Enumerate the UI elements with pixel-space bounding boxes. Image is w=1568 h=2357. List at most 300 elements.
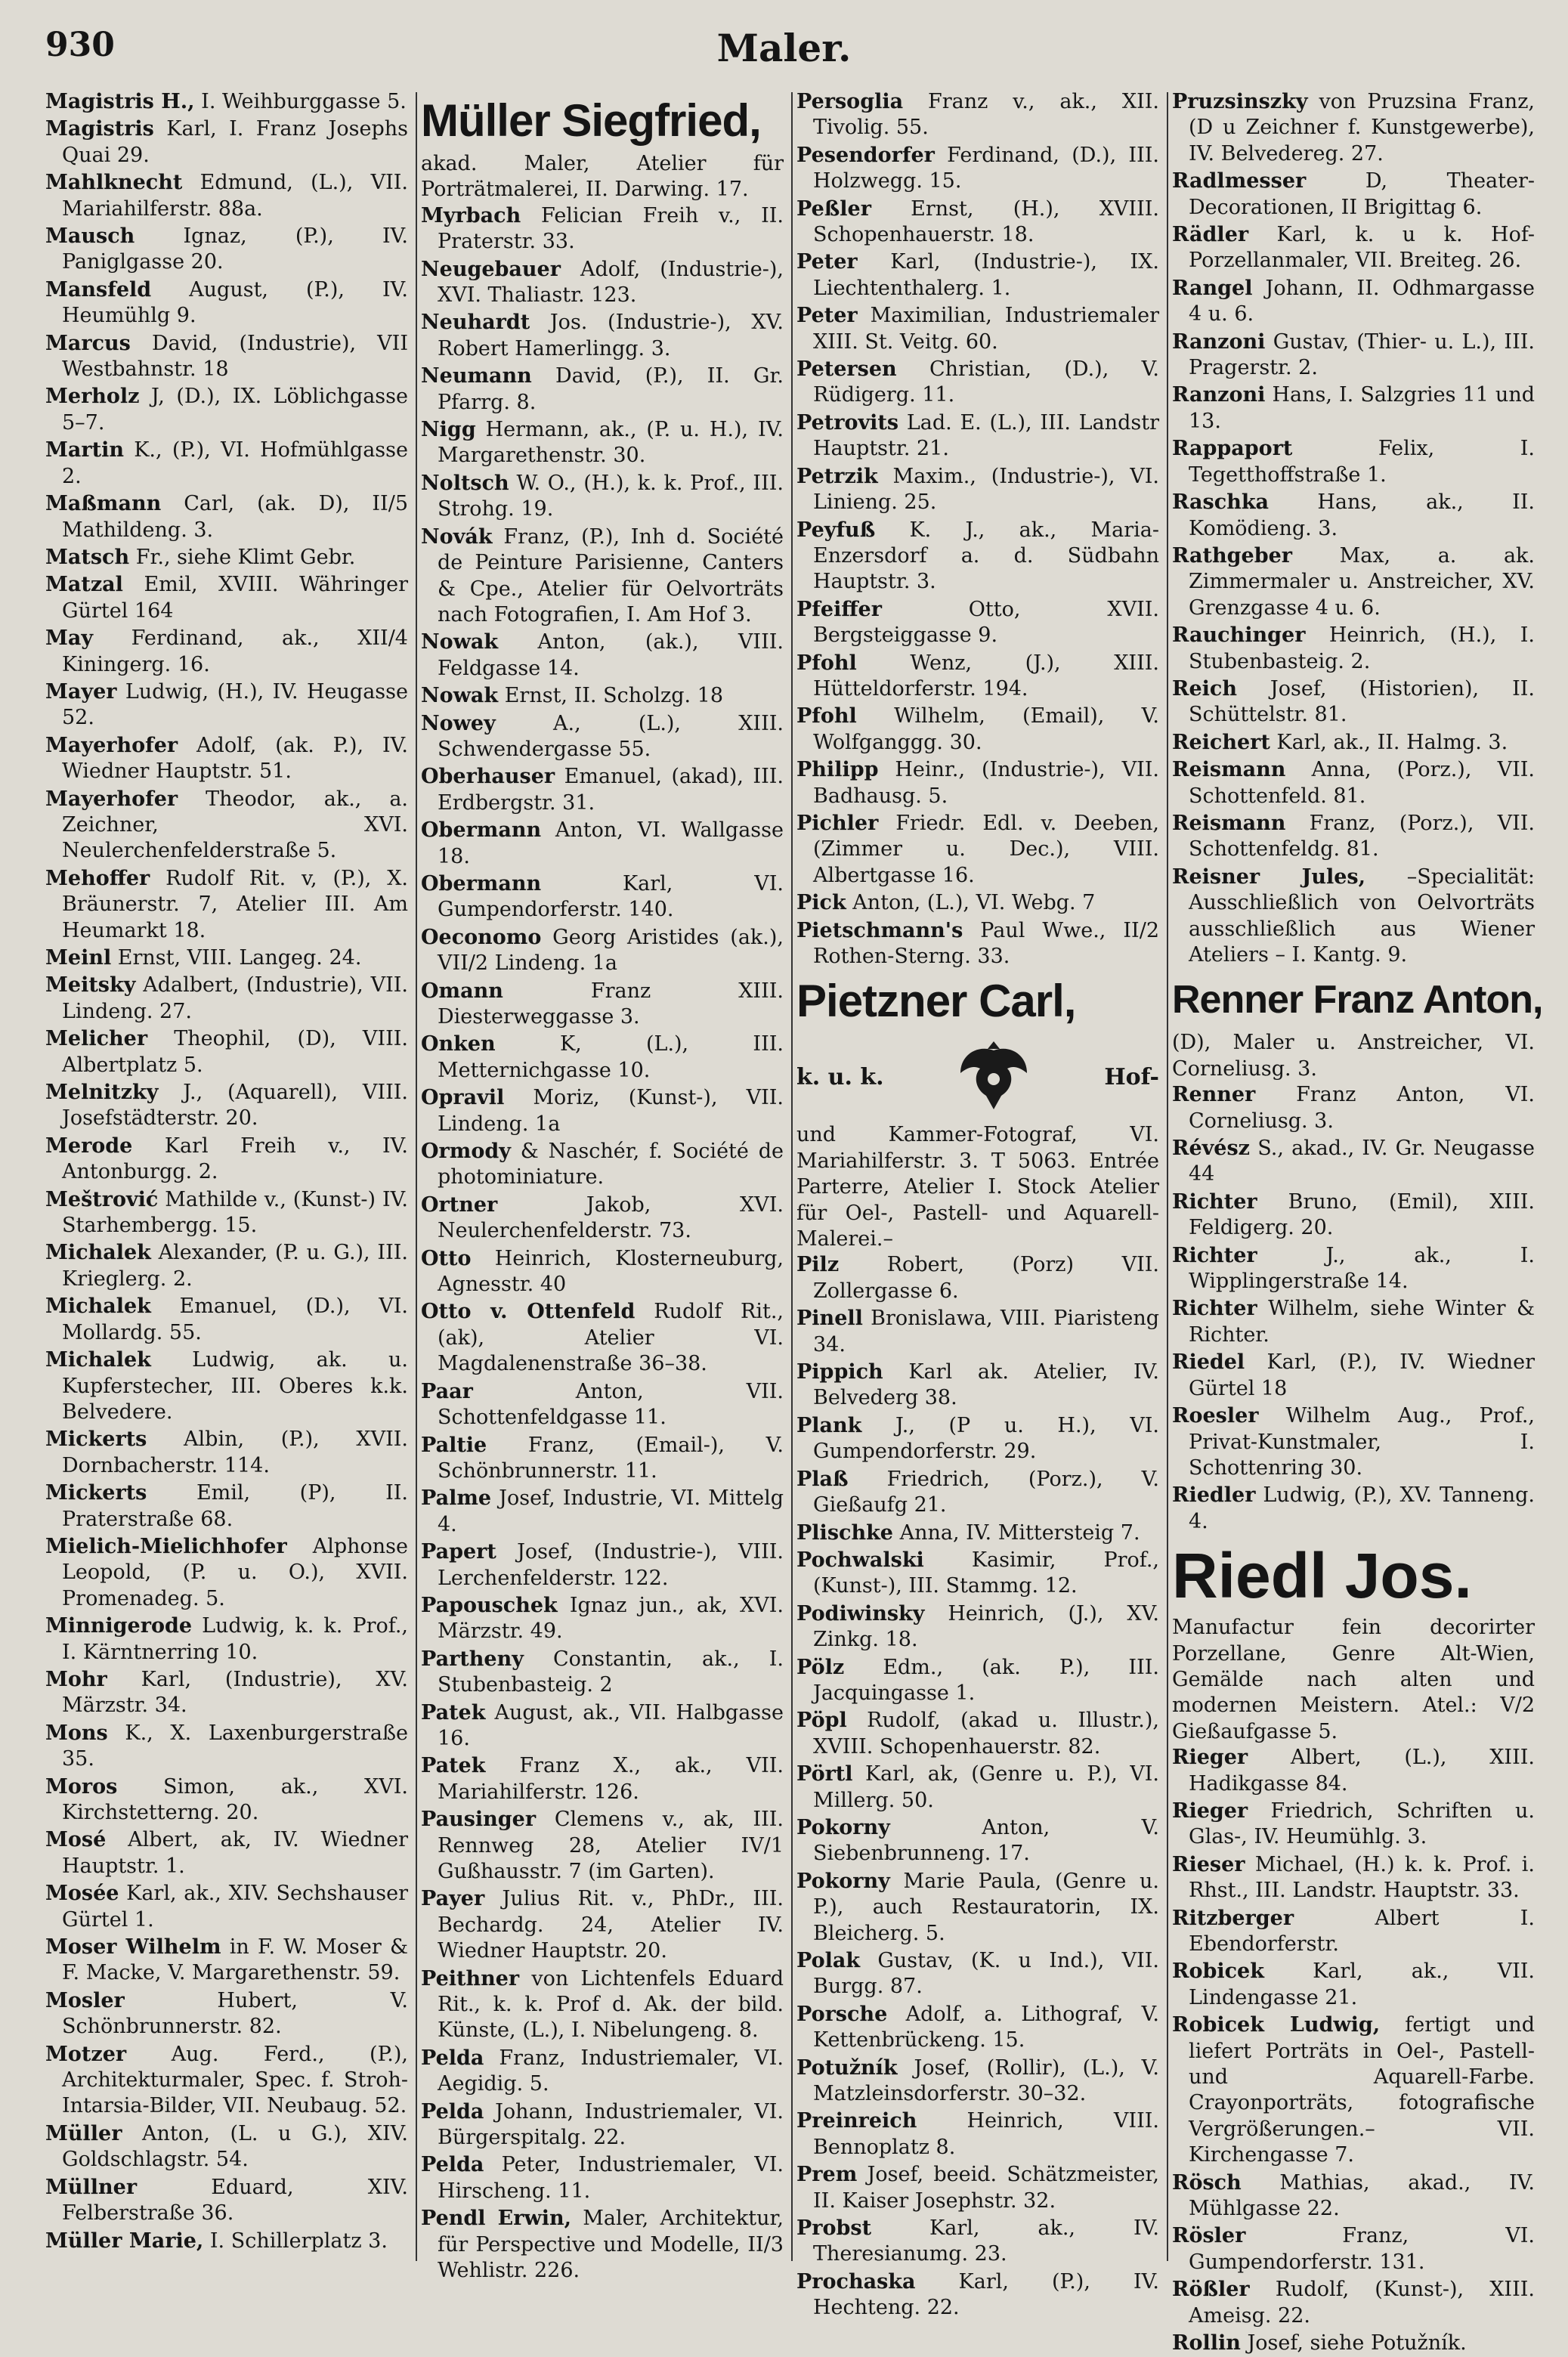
directory-entry xyxy=(796,464,1159,516)
entry-details: Hans, I. Salzgries 11 und 13. xyxy=(1189,383,1535,433)
entry-name: Michalek xyxy=(45,1348,151,1372)
entry-name: Robicek Ludwig, xyxy=(1172,2013,1381,2037)
entry-details: Ludwig, (P.), XV. Tanneng. 4. xyxy=(1189,1483,1535,1533)
entry-details: Rudolf Rit. v, (P.), X. Bräunerstr. 7, Atelier III. Am Heumarkt 18. xyxy=(62,866,408,942)
entry-details: Franz, (Email-), V. Schönbrunnerstr. 11. xyxy=(438,1433,784,1483)
entry-details: Anton, VI. Wallgasse 18. xyxy=(438,818,784,868)
entry-name: Oberhauser xyxy=(421,765,555,789)
entry-name: Patek xyxy=(421,1700,486,1724)
column-3b-entries xyxy=(796,1252,1159,2321)
entry-details: Johann, II. Odhmargasse 4 u. 6. xyxy=(1189,276,1535,326)
directory-entry xyxy=(45,787,408,865)
entry-name: Novák xyxy=(421,524,493,549)
entry-name: Mayerhofer xyxy=(45,733,178,757)
entry-name: Philipp xyxy=(796,758,879,782)
entry-details: Karl, I. Franz Josephs Quai 29. xyxy=(62,117,408,167)
entry-name: Ortner xyxy=(421,1192,498,1217)
entry-details: Karl Freih v., IV. Antonburgg. 2. xyxy=(62,1134,408,1184)
entry-details: Max, a. ak. Zimmermaler u. Anstreicher, XV. Grenzgasse 4 u. 6. xyxy=(1189,543,1535,620)
entry-name: Robicek xyxy=(1172,1960,1264,1984)
entry-name: Pichler xyxy=(796,811,879,835)
entry-name: Richter xyxy=(1172,1189,1257,1214)
directory-entry xyxy=(796,1948,1159,2000)
entry-details: Karl, ak., II. Halmg. 3. xyxy=(1270,730,1508,754)
column-1 xyxy=(45,89,408,2266)
entry-details: Simon, ak., XVI. Kirchstetterng. 20. xyxy=(62,1774,408,1824)
directory-entry xyxy=(45,1187,408,1239)
entry-name: Mohr xyxy=(45,1667,107,1691)
entry-details: Wenz, (J.), XIII. Hütteldorferstr. 194. xyxy=(813,651,1159,701)
ad-heading-renner: Renner Franz Anton, xyxy=(1172,978,1543,1022)
directory-entry xyxy=(796,757,1159,809)
entry-details: Gustav, (K. u Ind.), VII. Burgg. 87. xyxy=(813,1949,1159,1999)
entry-name: Ritzberger xyxy=(1172,1906,1294,1930)
entry-name: Meštrović xyxy=(45,1187,159,1211)
directory-entry xyxy=(45,1667,408,1719)
directory-entry xyxy=(421,471,784,523)
directory-entry xyxy=(45,1613,408,1666)
entry-details: Mathias, akad., IV. Mühlgasse 22. xyxy=(1189,2170,1535,2221)
entry-name: Nowey xyxy=(421,711,496,735)
entry-details: Friedrich, Schriften u. Glas-, IV. Heumühlg. 3. xyxy=(1189,1799,1535,1849)
directory-entry xyxy=(45,277,408,329)
entry-name: Moros xyxy=(45,1774,118,1799)
entry-name: Pfohl xyxy=(796,651,857,675)
entry-name: Richter xyxy=(1172,1297,1257,1321)
directory-entry xyxy=(421,1192,784,1245)
entry-details: Heinrich, Klosterneuburg, Agnesstr. 40 xyxy=(438,1246,784,1297)
directory-entry xyxy=(1172,329,1535,382)
entry-details: Friedrich, (Porz.), V. Gießaufg 21. xyxy=(813,1467,1159,1517)
directory-entry xyxy=(796,89,1159,141)
entry-name: Riedel xyxy=(1172,1350,1245,1375)
directory-entry xyxy=(796,1359,1159,1412)
ad-text-pietzner-carl: und Kammer-Fotograf, VI. Mariahilferstr. 3. T 5063. Entrée Parterre, Atelier I. Stock Atelier für Oel-, Pastell- und Aquarell-Malerei.– xyxy=(796,1123,1159,1251)
entry-details: K., (P.), VI. Hofmühlgasse 2. xyxy=(62,438,408,488)
entry-details: Josef, (Historien), II. Schüttelstr. 81. xyxy=(1189,676,1535,727)
entry-name: Polak xyxy=(796,1949,861,1972)
directory-entry xyxy=(45,866,408,944)
entry-name: Plank xyxy=(796,1413,862,1437)
directory-entry xyxy=(45,491,408,543)
directory-entry xyxy=(421,257,784,309)
entry-details: August, (P.), IV. Heumühlg 9. xyxy=(62,277,408,328)
entry-name: Révész xyxy=(1172,1137,1251,1161)
ad-emblem-left-text: k. u. k. xyxy=(796,1063,884,1090)
entry-details: Franz XIII. Diesterweggasse 3. xyxy=(438,979,784,1028)
entry-name: Matsch xyxy=(45,545,130,569)
ad-heading-pietzner-carl: Pietzner Carl, xyxy=(796,976,1076,1027)
entry-name: Rieger xyxy=(1172,1799,1248,1823)
directory-entry xyxy=(45,1827,408,1879)
column-3-entries xyxy=(796,89,1159,970)
entry-details: Josef, Industrie, VI. Mittelg 4. xyxy=(438,1486,784,1536)
entry-details: Franz, VI. Gumpendorferstr. 131. xyxy=(1189,2224,1535,2274)
entry-name: Pausinger xyxy=(421,1808,537,1832)
entry-details: Adolf, (Industrie-), XVI. Thaliastr. 123. xyxy=(438,257,784,308)
entry-details: Fr., siehe Klimt Gebr. xyxy=(129,545,356,569)
entry-details: von Pruzsina Franz, (D u Zeichner f. Kunstgewerbe), IV. Belvedereg. 27. xyxy=(1189,90,1535,165)
entry-name: Rollin xyxy=(1172,2331,1241,2355)
entry-details: Ludwig, (H.), IV. Heugasse 52. xyxy=(62,679,408,730)
directory-entry xyxy=(421,979,784,1031)
entry-name: Pochwalski xyxy=(796,1548,924,1572)
page-header xyxy=(45,26,1523,79)
directory-entry xyxy=(1172,169,1535,221)
entry-details: David, (P.), II. Gr. Pfarrg. 8. xyxy=(438,364,784,414)
directory-entry xyxy=(45,1935,408,1987)
entry-name: Riedler xyxy=(1172,1483,1256,1508)
directory-entry xyxy=(796,357,1159,409)
entry-details: Anna, (Porz.), VII. Schottenfeld. 81. xyxy=(1189,758,1535,808)
entry-details: Anton, VII. Schottenfeldgasse 11. xyxy=(438,1379,784,1430)
entry-details: Otto, XVII. Bergsteiggasse 9. xyxy=(813,597,1159,648)
directory-entry xyxy=(796,249,1159,302)
entry-details: Ludwig, ak. u. Kupferstecher, III. Oberes k.k. Belvedere. xyxy=(62,1348,408,1424)
entry-name: Palme xyxy=(421,1486,492,1511)
directory-entry xyxy=(421,1807,784,1885)
entry-details: Rudolf, (Kunst-), XIII. Ameisg. 22. xyxy=(1189,2278,1535,2328)
entry-name: Payer xyxy=(421,1887,485,1911)
entry-details: Anton, V. Siebenbrunneng. 17. xyxy=(813,1815,1159,1866)
entry-name: Minnigerode xyxy=(45,1614,193,1638)
directory-entry xyxy=(45,1534,408,1612)
entry-details: Albert I. Ebendorferstr. xyxy=(1189,1906,1535,1956)
entry-details: Josef, (Rollir), (L.), V. Matzleinsdorferstr. 30–32. xyxy=(813,2055,1159,2106)
entry-name: Moser Wilhelm xyxy=(45,1935,221,1960)
directory-entry xyxy=(1172,2170,1535,2222)
directory-entry xyxy=(796,1815,1159,1867)
directory-entry xyxy=(421,1139,784,1191)
directory-entry xyxy=(45,973,408,1025)
entry-name: Meinl xyxy=(45,946,112,970)
entry-name: Plischke xyxy=(796,1520,893,1545)
directory-entry xyxy=(45,170,408,222)
entry-details: Adolf, a. Lithograf, V. Kettenbrückeng. 15. xyxy=(813,2002,1159,2052)
directory-entry xyxy=(796,1413,1159,1465)
directory-entry xyxy=(1172,1082,1535,1134)
entry-name: Melicher xyxy=(45,1027,148,1051)
entry-details: Clemens v., ak, III. Rennweg 28, Atelier IV/1 Gußhausstr. 7 (im Garten). xyxy=(438,1808,784,1883)
entry-details: Karl, VI. Gumpendorferstr. 140. xyxy=(438,871,784,922)
entry-details: Albert, (L.), XIII. Hadikgasse 84. xyxy=(1189,1746,1535,1796)
entry-details: Heinr., (Industrie-), VII. Badhausg. 5. xyxy=(813,758,1159,808)
entry-name: Otto xyxy=(421,1246,472,1270)
entry-name: Rathgeber xyxy=(1172,543,1292,568)
directory-entry xyxy=(45,2042,408,2120)
entry-name: Peter xyxy=(796,250,858,274)
directory-entry xyxy=(421,1032,784,1084)
directory-entry xyxy=(796,1306,1159,1358)
entry-details: Karl, (P.), IV. Wiedner Gürtel 18 xyxy=(1189,1350,1535,1400)
entry-details: –Specialität: Ausschließlich von Oelvorträts ausschließlich aus Wiener Ateliers – I. Kantg. 9. xyxy=(1189,865,1535,967)
directory-entry xyxy=(1172,2223,1535,2275)
entry-details: J., (P u. H.), VI. Gumpendorferstr. 29. xyxy=(813,1413,1159,1464)
entry-name: Peter xyxy=(796,304,858,328)
entry-details: Gustav, (Thier- u. L.), III. Pragerstr. 2. xyxy=(1189,329,1535,380)
directory-entry xyxy=(45,1427,408,1479)
entry-name: Pöpl xyxy=(796,1709,847,1733)
directory-entry xyxy=(796,1548,1159,1600)
entry-details: Karl, ak., IV. Theresianumg. 23. xyxy=(813,2216,1159,2266)
directory-entry xyxy=(421,629,784,682)
entry-details: Georg Aristides (ak.), VII/2 Lindeng. 1a xyxy=(438,925,784,976)
entry-name: Michalek xyxy=(45,1241,151,1265)
entry-name: Obermann xyxy=(421,818,542,843)
entry-details: Karl, (Industrie-), IX. Liechtenthalerg. 1. xyxy=(813,250,1159,300)
directory-entry xyxy=(421,818,784,870)
entry-details: Edm., (ak. P.), III. Jacquingasse 1. xyxy=(813,1655,1159,1705)
column-4c-entries xyxy=(1172,1745,1535,2356)
entry-name: Pörtl xyxy=(796,1762,853,1786)
entry-details: Marie Paula, (Genre u. P.), auch Restauratorin, IX. Bleicherg. 5. xyxy=(813,1869,1159,1945)
directory-entry xyxy=(45,1881,408,1933)
entry-details: Constantin, ak., I. Stubenbasteig. 2 xyxy=(438,1647,784,1697)
entry-name: Rangel xyxy=(1172,276,1253,300)
entry-details: Bronislawa, VIII. Piaristeng 34. xyxy=(813,1307,1159,1356)
entry-name: Mehoffer xyxy=(45,866,150,890)
directory-entry xyxy=(1172,543,1535,621)
directory-entry xyxy=(421,683,784,709)
entry-name: Mickerts xyxy=(45,1481,147,1505)
entry-details: Jakob, XVI. Neulerchenfelderstr. 73. xyxy=(438,1192,784,1243)
entry-name: Richter xyxy=(1172,1243,1257,1267)
entry-details: D, Theater-Decorationen, II Brigittag 6. xyxy=(1189,169,1535,219)
entry-details: Ernst, II. Scholzg. 18 xyxy=(498,684,724,708)
directory-entry xyxy=(796,1252,1159,1304)
entry-details: Emanuel, (D.), VI. Mollardg. 55. xyxy=(62,1294,408,1344)
entry-details: Paul Wwe., II/2 Rothen-Sterng. 33. xyxy=(813,918,1159,968)
entry-name: Plaß xyxy=(796,1467,849,1491)
entry-name: Omann xyxy=(421,979,503,1003)
entry-name: Pilz xyxy=(796,1253,840,1277)
entry-details: Emil, (P), II. Praterstraße 68. xyxy=(62,1481,408,1531)
entry-name: Pippich xyxy=(796,1360,883,1384)
entry-details: Emil, XVIII. Währinger Gürtel 164 xyxy=(62,573,408,623)
entry-details: Anton, (ak.), VIII. Feldgasse 14. xyxy=(438,630,784,680)
entry-details: Moriz, (Kunst-), VII. Lindeng. 1a xyxy=(438,1086,784,1136)
entry-details: J., ak., I. Wipplingerstraße 14. xyxy=(1189,1243,1535,1294)
directory-entry xyxy=(45,1774,408,1827)
entry-name: Renner xyxy=(1172,1083,1256,1107)
directory-entry xyxy=(1172,1745,1535,1797)
entry-name: Mansfeld xyxy=(45,277,152,302)
directory-entry xyxy=(45,1026,408,1078)
column-2-entries xyxy=(421,203,784,2284)
directory-entry xyxy=(45,384,408,436)
entry-name: Pendl Erwin, xyxy=(421,2207,571,2231)
directory-entry xyxy=(796,1520,1159,1546)
entry-details: Karl, ak, (Genre u. P.), VI. Millerg. 50. xyxy=(813,1762,1159,1812)
directory-entry xyxy=(45,545,408,571)
entry-details: Aug. Ferd., (P.), Architekturmaler, Spec. f. Stroh-Intarsia-Bilder, VII. Neubaug. 52. xyxy=(62,2042,408,2118)
entry-details: Hans, ak., II. Komödieng. 3. xyxy=(1189,490,1535,540)
entry-name: Matzal xyxy=(45,573,123,597)
directory-entry xyxy=(45,1347,408,1425)
entry-name: Michalek xyxy=(45,1294,151,1319)
directory-entry xyxy=(1172,2331,1535,2356)
entry-name: Reich xyxy=(1172,676,1237,701)
directory-entry xyxy=(45,626,408,678)
entry-name: Podiwinsky xyxy=(796,1601,925,1625)
entry-details: I. Schillerplatz 3. xyxy=(203,2229,388,2253)
entry-details: Maximilian, Industriemaler XIII. St. Veitg. 60. xyxy=(813,304,1159,354)
entry-name: Nowak xyxy=(421,630,499,654)
entry-name: Ormody xyxy=(421,1140,511,1164)
directory-entry xyxy=(45,1480,408,1533)
entry-name: Roesler xyxy=(1172,1404,1259,1428)
entry-name: Pelda xyxy=(421,2153,484,2177)
directory-entry xyxy=(421,310,784,362)
entry-name: Motzer xyxy=(45,2042,127,2066)
directory-entry xyxy=(421,2099,784,2151)
directory-entry xyxy=(1172,382,1535,435)
entry-name: Pinell xyxy=(796,1307,863,1331)
column-4b-entries xyxy=(1172,1082,1535,1535)
entry-details: Ludwig, k. k. Prof., I. Kärntnerring 10. xyxy=(62,1614,408,1664)
entry-name: Mosler xyxy=(45,1988,125,2012)
directory-entry xyxy=(421,2046,784,2098)
directory-entry xyxy=(421,871,784,923)
directory-entry xyxy=(796,704,1159,756)
entry-name: Pruzsinszky xyxy=(1172,90,1308,113)
directory-entry xyxy=(421,524,784,629)
entry-name: Rößler xyxy=(1172,2278,1250,2302)
directory-entry xyxy=(796,651,1159,703)
entry-details: Alphonse Leopold, (P. u. O.), XVII. Promenadeg. 5. xyxy=(62,1534,408,1610)
entry-details: Anna, IV. Mittersteig 7. xyxy=(892,1520,1140,1545)
directory-entry xyxy=(45,1240,408,1292)
entry-name: Otto v. Ottenfeld xyxy=(421,1300,636,1324)
entry-details: Michael, (H.) k. k. Prof. i. Rhst., III. Landstr. Hauptstr. 33. xyxy=(1189,1852,1535,1903)
entry-name: Pölz xyxy=(796,1655,845,1679)
entry-details: Robert, (Porz) VII. Zollergasse 6. xyxy=(813,1253,1159,1303)
entry-name: Marcus xyxy=(45,331,131,355)
entry-name: Reismann xyxy=(1172,811,1286,835)
directory-entry xyxy=(1172,1296,1535,1348)
entry-name: Merode xyxy=(45,1134,133,1158)
entry-details: Bruno, (Emil), XIII. Feldigerg. 20. xyxy=(1189,1189,1535,1240)
entry-details: Franz Anton, VI. Corneliusg. 3. xyxy=(1189,1083,1535,1133)
entry-details: Heinrich, VIII. Bennoplatz 8. xyxy=(813,2109,1159,2159)
page-title: Maler. xyxy=(716,26,852,70)
entry-name: Pick xyxy=(796,891,846,915)
entry-name: Pesendorfer xyxy=(796,143,935,167)
directory-entry xyxy=(1172,1852,1535,1904)
entry-name: Petersen xyxy=(796,357,897,382)
directory-entry xyxy=(796,2269,1159,2321)
entry-name: Nigg xyxy=(421,418,476,442)
directory-entry xyxy=(421,1379,784,1431)
entry-details: Heinrich, (H.), I. Stubenbasteig. 2. xyxy=(1189,623,1535,673)
entry-details: K. J., ak., Maria-Enzersdorf a. d. Südbahn Hauptstr. 3. xyxy=(813,518,1159,594)
directory-entry xyxy=(796,303,1159,355)
entry-name: May xyxy=(45,626,94,651)
directory-entry xyxy=(1172,490,1535,542)
directory-entry xyxy=(421,1433,784,1485)
directory-entry xyxy=(1172,676,1535,728)
entry-details: W. O., (H.), k. k. Prof., III. Strohg. 19. xyxy=(438,471,784,521)
entry-details: Karl, k. u k. Hof-Porzellanmaler, VII. Breiteg. 26. xyxy=(1189,223,1535,273)
entry-name: Melnitzky xyxy=(45,1081,159,1105)
entry-name: Ranzoni xyxy=(1172,383,1266,407)
entry-details: Mathilde v., (Kunst-) IV. Starhembergg. 15. xyxy=(62,1187,408,1238)
directory-entry xyxy=(421,203,784,255)
entry-details: Ernst, VIII. Langeg. 24. xyxy=(111,946,362,970)
entry-details: Albert, ak, IV. Wiedner Hauptstr. 1. xyxy=(62,1828,408,1878)
directory-entry xyxy=(1172,811,1535,863)
directory-entry xyxy=(1172,730,1535,756)
entry-details: Felician Freih v., II. Praterstr. 33. xyxy=(438,203,784,254)
entry-name: Potužník xyxy=(796,2055,898,2080)
entry-details: & Naschér, f. Société de photominiature. xyxy=(438,1140,784,1189)
entry-name: Neuhardt xyxy=(421,311,530,335)
entry-name: Obermann xyxy=(421,871,542,895)
directory-entry xyxy=(421,417,784,469)
entry-details: Ignaz jun., ak, XVI. Märzstr. 49. xyxy=(438,1593,784,1644)
directory-entry xyxy=(45,224,408,276)
entry-name: Rädler xyxy=(1172,223,1249,247)
entry-name: Rösch xyxy=(1172,2170,1242,2195)
directory-entry xyxy=(796,143,1159,195)
directory-entry xyxy=(421,1886,784,1964)
directory-entry xyxy=(1172,1350,1535,1402)
entry-details: Josef, siehe Potužník. xyxy=(1240,2331,1467,2355)
entry-details: A., (L.), XIII. Schwendergasse 55. xyxy=(438,711,784,761)
directory-entry xyxy=(1172,222,1535,274)
directory-entry xyxy=(1172,436,1535,488)
directory-entry xyxy=(421,1966,784,2044)
directory-entry xyxy=(1172,865,1535,969)
entry-details: Karl, ak., VII. Lindengasse 21. xyxy=(1189,1960,1535,2009)
entry-name: Mahlknecht xyxy=(45,171,183,195)
entry-name: Müller Marie, xyxy=(45,2229,204,2253)
entry-name: Mons xyxy=(45,1721,108,1745)
entry-name: Pelda xyxy=(421,2046,484,2070)
entry-name: Paltie xyxy=(421,1433,487,1457)
directory-entry xyxy=(421,1486,784,1538)
entry-details: Wilhelm, siehe Winter & Richter. xyxy=(1189,1297,1535,1347)
directory-entry xyxy=(796,2108,1159,2161)
entry-name: Mickerts xyxy=(45,1428,147,1452)
ad-heading-mueller-siegfried: Müller Siegfried, xyxy=(421,95,761,146)
directory-entry xyxy=(1172,1483,1535,1535)
entry-details: Johann, Industriemaler, VI. Bürgerspitalg. 22. xyxy=(438,2099,784,2150)
directory-entry xyxy=(796,196,1159,249)
entry-name: Porsche xyxy=(796,2002,888,2026)
entry-name: Mielich-Mielichhofer xyxy=(45,1534,287,1558)
directory-entry xyxy=(1172,1136,1535,1188)
directory-entry xyxy=(421,2206,784,2284)
entry-name: Raschka xyxy=(1172,490,1270,515)
entry-name: Noltsch xyxy=(421,471,509,495)
entry-details: Jos. (Industrie-), XV. Robert Hamerlingg. 3. xyxy=(438,311,784,360)
entry-name: Onken xyxy=(421,1032,496,1056)
column-4-entries xyxy=(1172,89,1535,968)
entry-name: Myrbach xyxy=(421,203,521,227)
entry-details: Rudolf, (akad u. Illustr.), XVIII. Schopenhauerstr. 82. xyxy=(813,1709,1159,1758)
entry-details: I. Weihburggasse 5. xyxy=(194,90,407,113)
entry-details: Josef, beeid. Schätzmeister, II. Kaiser Josephstr. 32. xyxy=(813,2163,1159,2213)
directory-entry xyxy=(45,679,408,732)
entry-name: Reichert xyxy=(1172,730,1270,754)
entry-details: Ferdinand, ak., XII/4 Kiningerg. 16. xyxy=(62,626,408,676)
entry-name: Peßler xyxy=(796,196,871,221)
entry-name: Persoglia xyxy=(796,90,904,113)
entry-details: Ernst, (H.), XVIII. Schopenhauerstr. 18. xyxy=(813,196,1159,247)
column-3 xyxy=(796,89,1159,2320)
directory-entry xyxy=(421,1647,784,1699)
